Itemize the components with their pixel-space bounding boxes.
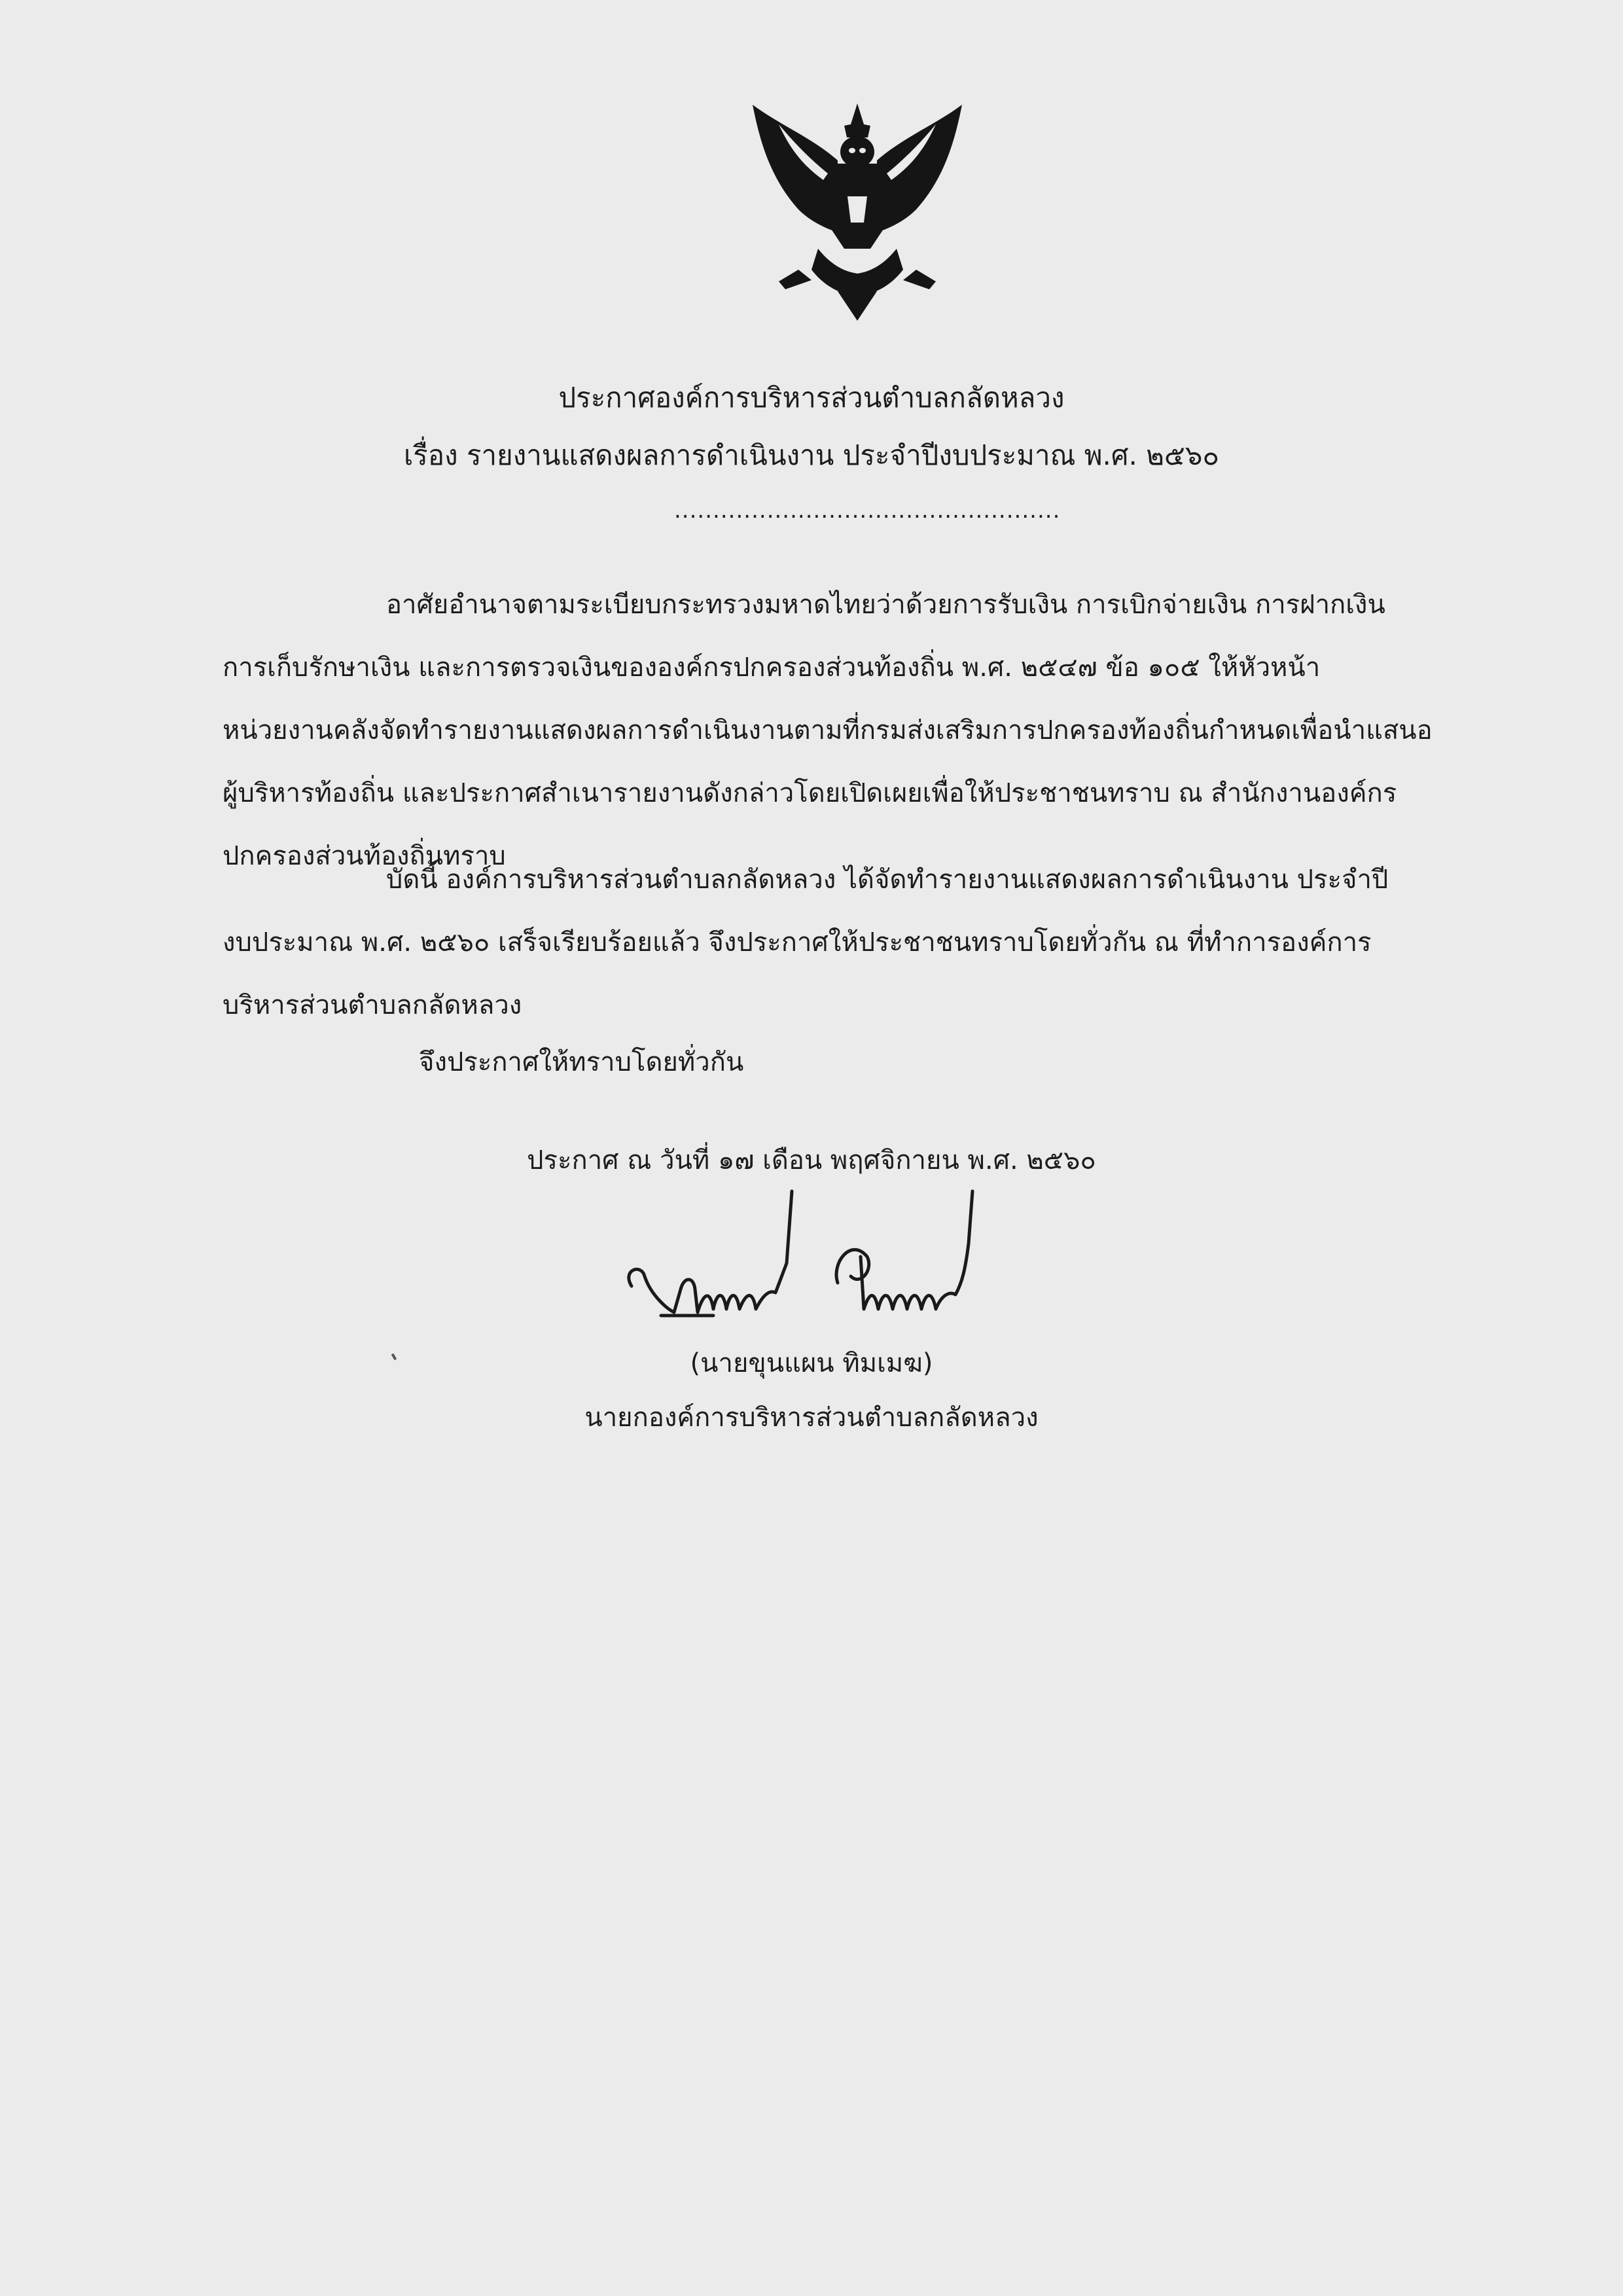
paragraph-line: ผู้บริหารท้องถิ่น และประกาศสำเนารายงานดังกล่าวโดยเปิดเผยเพื่อให้ประชาชนทราบ ณ สำนักงานองค์กร <box>223 778 1397 808</box>
paragraph-line: บริหารส่วนตำบลกลัดหลวง <box>223 990 522 1020</box>
paragraph-line: อาศัยอำนาจตามระเบียบกระทรวงมหาดไทยว่าด้วยการรับเงิน การเบิกจ่ายเงิน การฝากเงิน <box>386 590 1385 620</box>
document-subject: เรื่อง รายงานแสดงผลการดำเนินงาน ประจำปีงบประมาณ พ.ศ. ๒๕๖๐ <box>403 439 1220 471</box>
separator-line: .................................................. <box>674 497 1061 524</box>
signature-icon <box>615 1178 1047 1348</box>
signer-name: (นายขุนแผน ทิมเมฆ) <box>690 1348 933 1378</box>
garuda-emblem-icon <box>740 98 975 324</box>
paragraph-line: บัดนี้ องค์การบริหารส่วนตำบลกลัดหลวง ได้จัดทำรายงานแสดงผลการดำเนินงาน ประจำปี <box>386 865 1389 895</box>
paragraph-line: งบประมาณ พ.ศ. ๒๕๖๐ เสร็จเรียบร้อยแล้ว จึงประกาศให้ประชาชนทราบโดยทั่วกัน ณ ที่ทำการองค์การ <box>223 927 1372 958</box>
paragraph-line: หน่วยงานคลังจัดทำรายงานแสดงผลการดำเนินงานตามที่กรมส่งเสริมการปกครองท้องถิ่นกำหนดเพื่อนำแสนอ <box>223 715 1433 745</box>
paragraph-1 <box>223 573 1466 888</box>
closing-statement: จึงประกาศให้ทราบโดยทั่วกัน <box>419 1047 744 1077</box>
document-title: ประกาศองค์การบริหารส่วนตำบลกลัดหลวง <box>558 382 1065 414</box>
paragraph-2 <box>223 848 1466 1037</box>
announcement-date: ประกาศ ณ วันที่ ๑๗ เดือน พฤศจิกายน พ.ศ. ๒๕๖๐ <box>527 1145 1096 1175</box>
paragraph-line: การเก็บรักษาเงิน และการตรวจเงินขององค์กรปกครองส่วนท้องถิ่น พ.ศ. ๒๕๔๗ ข้อ ๑๐๕ ให้หัวหน้า <box>223 653 1321 683</box>
signer-title: นายกองค์การบริหารส่วนตำบลกลัดหลวง <box>584 1403 1039 1433</box>
paragraph-line: ปกครองส่วนท้องถิ่นทราบ <box>223 841 506 871</box>
